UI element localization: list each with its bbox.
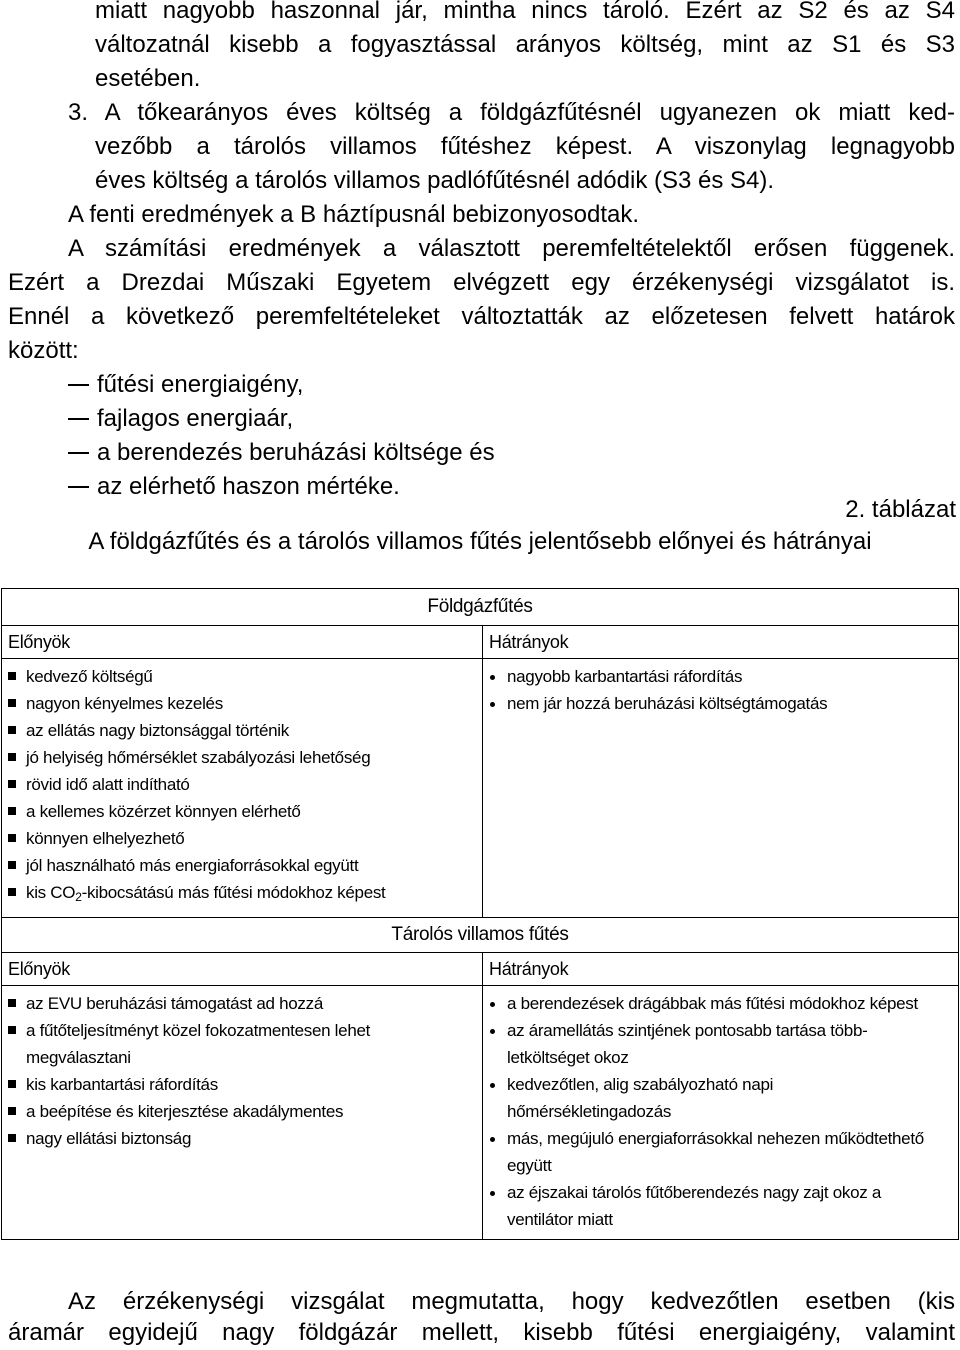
list-item: az EVU beruházási támogatást ad hozzá	[8, 990, 442, 1017]
dash-bullet-icon	[68, 384, 89, 386]
paragraph-line: változatnál kisebb a fogyasztással arányos költség, mint az S1 és S3	[95, 31, 955, 58]
paragraph-line: esetében.	[95, 65, 201, 92]
list-item: kis $CO_2$-kibocsátású más fűtési módokhoz képest	[8, 879, 478, 911]
list-item: nagyon kényelmes kezelés	[8, 690, 478, 717]
paragraph-line: miatt nagyobb haszonnal jár, mintha nincs tároló. Ezért az S2 és az S4	[95, 0, 955, 24]
paragraph-line: Ezért a Drezdai Műszaki Egyetem elvégzett egy érzékenységi vizsgálatot is.	[8, 269, 955, 296]
list-item: kis karbantartási ráfordítás	[8, 1071, 442, 1098]
gas-disadvantages-cell	[483, 659, 959, 918]
dash-bullet-icon	[68, 486, 89, 488]
list-item: az ellátás nagy biztonsággal történik	[8, 717, 478, 744]
paragraph-line: között:	[8, 337, 79, 364]
section-header-gas: Földgázfűtés	[2, 589, 959, 626]
dash-list-item: fajlagos energiaár,	[68, 402, 293, 436]
list-item: a berendezések drágábbak más fűtési módokhoz képest	[489, 990, 936, 1017]
section-header-electric: Tárolós villamos fűtés	[2, 918, 959, 953]
dash-list-item: a berendezés beruházási költsége és	[68, 436, 495, 470]
list-item: a kellemes közérzet könnyen elérhető	[8, 798, 478, 825]
electric-disadvantages-cell	[483, 986, 959, 1240]
list-item: a fűtőteljesítményt közel fokozatmentesen lehet megválasztani	[8, 1017, 442, 1071]
table-title: A földgázfűtés és a tárolós villamos fűtés jelentősebb előnyei és hátrányai	[88, 528, 872, 555]
dash-bullet-icon	[68, 452, 89, 454]
list-item: nagy ellátási biztonság	[8, 1125, 442, 1152]
gas-advantages-cell	[2, 659, 483, 918]
paragraph-line: Az érzékenységi vizsgálat megmutatta, hogy kedvezőtlen esetben (kis	[68, 1288, 955, 1315]
paragraph-line: Ennél a következő peremfeltételeket változtatták az előzetesen felvett határok	[8, 303, 955, 330]
list-item: más, megújuló energiaforrásokkal nehezen működtethető együtt	[489, 1125, 936, 1179]
list-item: kedvezőtlen, alig szabályozható napi hőmérsékletingadozás	[489, 1071, 936, 1125]
paragraph-line: A fenti eredmények a B háztípusnál bebizonyosodtak.	[68, 201, 640, 228]
list-item: nem jár hozzá beruházási költségtámogatás	[489, 690, 954, 717]
gas-disadvantages-header: Hátrányok	[483, 626, 959, 659]
list-item: nagyobb karbantartási ráfordítás	[489, 663, 954, 690]
paragraph-line: áramár egyidejű nagy földgázár mellett, kisebb fűtési energiaigény, valamint	[8, 1319, 955, 1346]
table-number: 2. táblázat	[845, 496, 956, 523]
list-item: rövid idő alatt indítható	[8, 771, 478, 798]
list-item: könnyen elhelyezhető	[8, 825, 478, 852]
list-item: jól használható más energiaforrásokkal együtt	[8, 852, 478, 879]
dash-list-item: az elérhető haszon mértéke.	[68, 470, 400, 504]
electric-advantages-header: Előnyök	[2, 953, 483, 986]
electric-advantages-cell	[2, 986, 483, 1240]
paragraph-line: éves költség a tárolós villamos padlófűtésnél adódik (S3 és S4).	[95, 167, 775, 194]
paragraph-line: vezőbb a tárolós villamos fűtéshez képest. A viszonylag legnagyobb	[95, 133, 955, 160]
list-item: kedvező költségű	[8, 663, 478, 690]
list-item: az áramellátás szintjének pontosabb tartása több-letköltséget okoz	[489, 1017, 936, 1071]
advantages-table	[1, 588, 959, 1240]
dash-bullet-icon	[68, 418, 89, 420]
list-item: jó helyiség hőmérséklet szabályozási lehetőség	[8, 744, 478, 771]
gas-advantages-header: Előnyök	[2, 626, 483, 659]
paragraph-line: A számítási eredmények a választott peremfeltételektől erősen függenek.	[68, 235, 955, 262]
dash-list-item: fűtési energiaigény,	[68, 368, 303, 402]
list-item: az éjszakai tárolós fűtőberendezés nagy zajt okoz a ventilátor miatt	[489, 1179, 936, 1233]
electric-disadvantages-header: Hátrányok	[483, 953, 959, 986]
list-item: a beépítése és kiterjesztése akadálymentes	[8, 1098, 442, 1125]
numbered-item-3: 3. A tőkearányos éves költség a földgázfűtésnél ugyanezen ok miatt ked-	[68, 99, 955, 126]
